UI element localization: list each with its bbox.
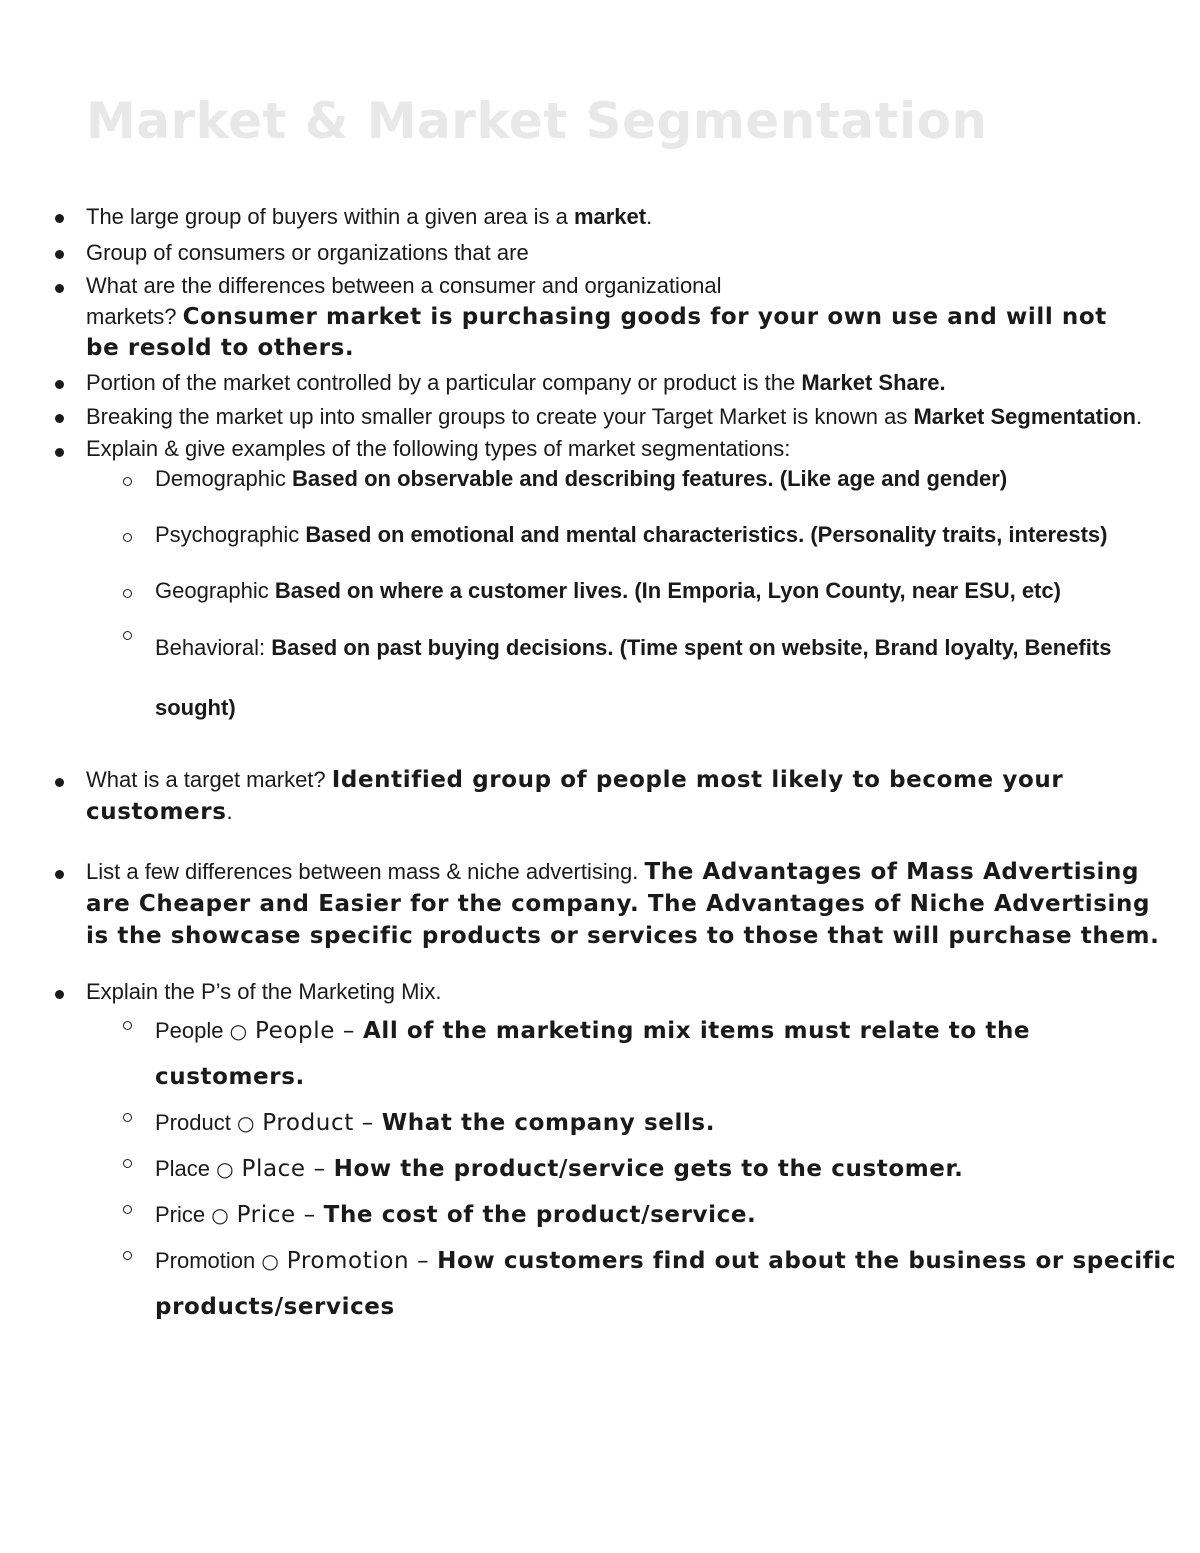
segmentation-list <box>86 464 1200 738</box>
question-text: Explain the P’s of the Marketing Mix. <box>86 979 442 1004</box>
circle-icon: ○ <box>229 1019 248 1043</box>
segment-answer: sought) <box>155 695 236 720</box>
sub-list-item <box>86 1100 1180 1146</box>
list-item <box>0 366 1200 400</box>
mix-label: Product <box>155 1110 237 1135</box>
segment-label: Demographic <box>155 466 292 491</box>
sub-list-item <box>86 1008 1180 1100</box>
mix-term: Place – <box>233 1156 334 1182</box>
list-item <box>0 434 1200 738</box>
segment-answer: Based on observable and describing features. (Like age and gender) <box>291 466 1008 491</box>
circle-icon: ○ <box>261 1249 279 1273</box>
mix-term: Product – <box>254 1110 382 1136</box>
question-text: markets? <box>86 304 183 329</box>
sub-list-item <box>86 1146 1180 1192</box>
segment-label: Behavioral: <box>155 635 272 660</box>
answer-text: The Advantages of Mass Advertising are Cheaper and Easier for the company. The Advantages of Niche Advertising is the showcase specific products or services to those that will purchase them. <box>86 859 1160 949</box>
list-item <box>0 270 1200 364</box>
mix-answer: All of the marketing mix items must relate to the customers. <box>155 1018 1031 1090</box>
mix-label: Price <box>155 1202 212 1227</box>
punctuation: . <box>646 204 653 229</box>
mix-answer: The cost of the product/service. <box>323 1202 757 1228</box>
mix-answer: How the product/service gets to the customer. <box>333 1156 964 1182</box>
page-title: Market & Market Segmentation <box>86 92 988 150</box>
segment-line <box>155 618 1200 678</box>
segment-answer: Based on emotional and mental characteristics. (Personality traits, interests) <box>305 522 1108 547</box>
list-item <box>0 856 1200 952</box>
question-answer-line <box>86 301 1200 333</box>
list-item <box>0 200 1200 234</box>
list-item <box>0 236 1200 270</box>
circle-icon: ○ <box>211 1203 229 1227</box>
circle-icon: ○ <box>236 1111 255 1135</box>
list-item <box>0 764 1200 828</box>
mix-term: People – <box>247 1018 363 1044</box>
term-market-share: Market Share. <box>801 370 946 395</box>
mix-answer: How customers find out about the business or specific products/services <box>155 1248 1177 1320</box>
sub-list-item <box>86 464 1200 494</box>
segment-label: Psychographic <box>155 522 306 547</box>
sub-list-item <box>86 576 1200 606</box>
mix-term: Promotion – <box>278 1248 438 1274</box>
circle-icon: ○ <box>216 1157 234 1181</box>
punctuation: . <box>1135 404 1143 429</box>
question-text: Explain & give examples of the following types of market segmentations: <box>86 436 791 461</box>
sub-list-item <box>86 1192 1180 1238</box>
question-list <box>0 200 1200 1330</box>
mix-label: Promotion <box>155 1248 262 1273</box>
question-text: Portion of the market controlled by a particular company or product is the <box>86 370 802 395</box>
sub-list-item <box>86 520 1200 550</box>
segment-answer: Based on where a customer lives. (In Emporia, Lyon County, near ESU, etc) <box>274 578 1061 603</box>
term-market: market <box>573 204 647 229</box>
segment-label: Geographic <box>155 578 275 603</box>
mix-answer: What the company sells. <box>381 1110 716 1136</box>
question-text: What are the differences between a consumer and organizational <box>86 273 722 298</box>
segment-answer: Based on past buying decisions. (Time spent on website, Brand loyalty, Benefits <box>271 635 1112 660</box>
punctuation: . <box>226 799 233 824</box>
list-item <box>0 400 1200 434</box>
mix-label: Place <box>155 1156 217 1181</box>
answer-text: Consumer market is purchasing goods for your own use and will not <box>182 304 1107 330</box>
question-text: List a few differences between mass & niche advertising. <box>86 859 645 884</box>
mix-term: Price – <box>228 1202 324 1228</box>
mix-label: People <box>155 1018 230 1043</box>
answer-text: Identified group of people most likely to become your customers <box>86 767 1064 825</box>
sub-list-item <box>86 618 1200 738</box>
question-text: Group of consumers or organizations that are <box>86 240 529 265</box>
marketing-mix-list <box>86 1008 1200 1330</box>
sub-list-item <box>86 1238 1180 1330</box>
list-item <box>0 976 1200 1330</box>
question-text: Breaking the market up into smaller groups to create your Target Market is known as <box>86 404 914 429</box>
term-market-segmentation: Market Segmentation <box>913 404 1136 429</box>
answer-text: be resold to others. <box>86 335 355 361</box>
question-text: The large group of buyers within a given area is a <box>86 204 574 229</box>
question-text: What is a target market? <box>86 767 332 792</box>
